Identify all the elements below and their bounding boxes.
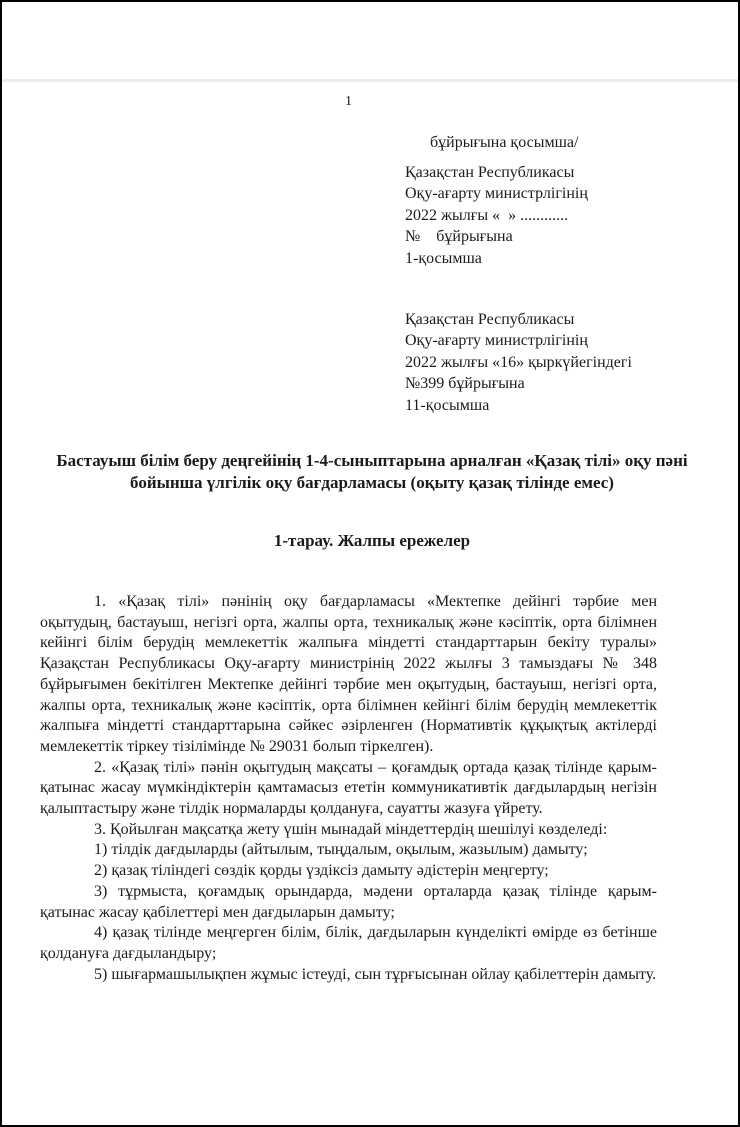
approval-block-2-line-3: 2022 жылғы «16» қыркүйегіндегі <box>405 353 632 371</box>
paragraph-2: 2. «Қазақ тілі» пәнін оқытудың мақсаты – қоғамдық ортада қазақ тілінде қарым-қатынас жасау мүмкіндіктерін қамтамасыз ететін коммуникативтік дағдылардың негізін қалыптастыру және тілдік нормаларды қолдануға, сауатты жазуға үйрету. <box>40 758 657 818</box>
approval-block-2 <box>405 309 632 416</box>
approval-block-2-line-4: №399 бұйрығына <box>405 375 525 393</box>
approval-block-1-line-2: Оқу-ағарту министрлігінің <box>405 185 588 203</box>
document-title: Бастауыш білім беру деңгейінің 1-4-сыныптарына арналған «Қазақ тілі» оқу пәні бойынша үлгілік оқу бағдарламасы (оқыту қазақ тілінде емес) <box>56 451 688 492</box>
list-item-2: 2) қазақ тіліндегі сөздік қорды үздіксіз дамыту әдістерін меңгерту; <box>94 862 549 880</box>
approval-block-1-line-5: 1-қосымша <box>405 249 482 267</box>
list-item-1: 1) тілдік дағдыларды (айтылым, тыңдалым, оқылым, жазылым) дамыту; <box>94 841 588 859</box>
approval-block-1-line-3: 2022 жылғы « » ............ <box>405 206 569 224</box>
approval-block-1-line-4: № бұйрығына <box>405 228 513 246</box>
approval-block-2-line-1: Қазақстан Республикасы <box>405 311 575 328</box>
list-item-4: 4) қазақ тілінде меңгерген білім, білік, дағдыларын күнделікті өмірде өз бетінше қолдануға дағдыландыру; <box>40 924 657 962</box>
list-item-5: 5) шығармашылықпен жұмыс істеуді, сын тұрғысынан ойлау қабілеттерін дамыту. <box>94 965 657 983</box>
approval-block-2-line-5: 11-қосымша <box>405 396 490 414</box>
list-item-3: 3) тұрмыста, қоғамдық орындарда, мәдени орталарда қазақ тілінде қарым-қатынас жасау қабілеттері мен дағдыларын дамыту; <box>40 882 657 921</box>
paragraph-3: 3. Қойылған мақсатқа жету үшін мынадай міндеттердің шешілуі көзделеді: <box>94 820 608 838</box>
paragraph-1: 1. «Қазақ тілі» пәнінің оқу бағдарламасы «Мектепке дейінгі тәрбие мен оқытудың, бастауыш, негізгі орта, жалпы орта, техникалық және кәсіптік, орта білімнен кейінгі білім берудің мемлекеттік жалпыға міндетті стандарттарын бекіту туралы» Қазақстан Республикасы Оқу-ағарту министрінің 2022 жылғы 3 тамыздағы № 348 бұйрығымен бекітілген Мектепке дейінгі тәрбие мен оқытудың, бастауыш, негізгі орта, жалпы орта, техникалық және кәсіптік, орта білімнен кейінгі білім берудің мемлекеттік жалпыға міндетті стандарттарына сәйкес әзірленген (Нормативтік құқықтық актілерді мемлекеттік тіркеу тізілімінде № 29031 болып тіркелген). <box>40 593 657 755</box>
approval-block-2-line-2: Оқу-ағарту министрлігінің <box>405 332 588 350</box>
document-body <box>40 592 657 985</box>
page-number: 1 <box>345 94 352 109</box>
chapter-heading: 1-тарау. Жалпы ережелер <box>273 531 471 550</box>
annex-note: бұйрығына қосымша/ <box>430 134 579 151</box>
approval-block-1 <box>405 162 588 269</box>
approval-block-1-line-1: Қазақстан Республикасы <box>405 164 575 181</box>
page-separator-line <box>2 79 738 82</box>
